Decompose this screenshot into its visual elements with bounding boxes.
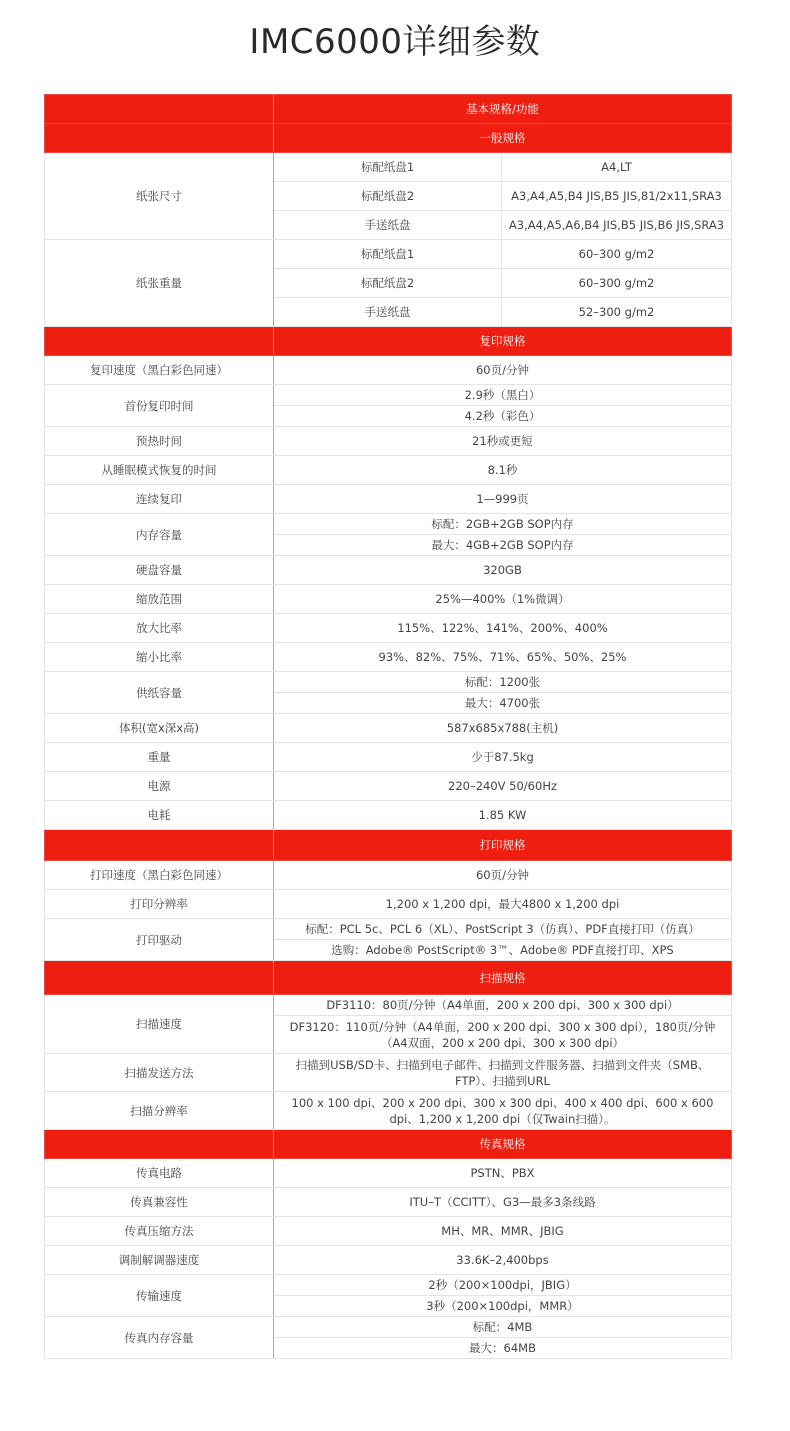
section-title: 打印规格 [274, 830, 732, 861]
section-header-copy [45, 327, 732, 356]
table-row [45, 861, 732, 890]
sub-label: 手送纸盘 [274, 298, 502, 327]
section-title: 复印规格 [274, 327, 732, 356]
row-label: 传真电路 [45, 1159, 274, 1188]
row-value: 587x685x788(主机) [274, 714, 732, 743]
table-row [45, 995, 732, 1016]
table-row [45, 743, 732, 772]
row-value: 最大：4700张 [274, 693, 732, 714]
row-value: 320GB [274, 556, 732, 585]
table-row [45, 556, 732, 585]
table-row [45, 672, 732, 693]
section-header-general [45, 124, 732, 153]
table-row [45, 153, 732, 182]
row-value: ITU–T（CCITT）、G3—最多3条线路 [274, 1188, 732, 1217]
row-label: 纸张重量 [45, 240, 274, 327]
row-label: 体积(宽x深x高) [45, 714, 274, 743]
table-row [45, 1246, 732, 1275]
row-value: 标配：PCL 5c、PCL 6（XL）、PostScript 3（仿真）、PDF直接打印（仿真） [274, 919, 732, 940]
row-label: 缩小比率 [45, 643, 274, 672]
table-row [45, 514, 732, 535]
table-row [45, 456, 732, 485]
row-label: 硬盘容量 [45, 556, 274, 585]
row-value: 扫描到USB/SD卡、扫描到电子邮件、扫描到文件服务器、扫描到文件夹（SMB、FTP）、扫描到URL [274, 1054, 732, 1092]
sub-label: 标配纸盘1 [274, 153, 502, 182]
section-title: 扫描规格 [274, 961, 732, 995]
row-value: DF3110：80页/分钟（A4单面，200 x 200 dpi、300 x 300 dpi） [274, 995, 732, 1016]
page-title: IMC6000详细参数 [249, 22, 541, 62]
row-value: DF3120：110页/分钟（A4单面，200 x 200 dpi、300 x 300 dpi），180页/分钟（A4双面，200 x 200 dpi、300 x 300 dpi） [274, 1016, 732, 1054]
table-row [45, 585, 732, 614]
table-row [45, 614, 732, 643]
row-value: MH、MR、MMR、JBIG [274, 1217, 732, 1246]
row-value: 标配：4MB [274, 1317, 732, 1338]
row-label: 缩放范围 [45, 585, 274, 614]
table-row [45, 1092, 732, 1130]
table-row [45, 1054, 732, 1092]
row-label: 传真压缩方法 [45, 1217, 274, 1246]
table-row [45, 356, 732, 385]
row-value: 60–300 g/m2 [502, 269, 732, 298]
row-label: 扫描发送方法 [45, 1054, 274, 1092]
row-label: 扫描速度 [45, 995, 274, 1054]
row-label: 首份复印时间 [45, 385, 274, 427]
row-value: 60–300 g/m2 [502, 240, 732, 269]
row-label: 连续复印 [45, 485, 274, 514]
table-row [45, 240, 732, 269]
row-value: 1.85 KW [274, 801, 732, 830]
sub-label: 标配纸盘2 [274, 182, 502, 211]
row-value: 220–240V 50/60Hz [274, 772, 732, 801]
row-label: 传真兼容性 [45, 1188, 274, 1217]
row-value: 60页/分钟 [274, 861, 732, 890]
row-value: 3秒（200×100dpi，MMR） [274, 1296, 732, 1317]
row-value: 21秒或更短 [274, 427, 732, 456]
row-label: 扫描分辨率 [45, 1092, 274, 1130]
row-label: 预热时间 [45, 427, 274, 456]
table-row [45, 801, 732, 830]
row-label: 打印速度（黑白彩色同速） [45, 861, 274, 890]
table-row [45, 427, 732, 456]
row-value: 标配：1200张 [274, 672, 732, 693]
row-label: 放大比率 [45, 614, 274, 643]
table-row [45, 1217, 732, 1246]
row-label: 重量 [45, 743, 274, 772]
row-value: 1—999页 [274, 485, 732, 514]
row-value: 选购：Adobe® PostScript® 3™、Adobe® PDF直接打印、XPS [274, 940, 732, 961]
row-value: 少于87.5kg [274, 743, 732, 772]
row-label: 从睡眠模式恢复的时间 [45, 456, 274, 485]
table-row [45, 1188, 732, 1217]
row-value: PSTN、PBX [274, 1159, 732, 1188]
table-row [45, 1159, 732, 1188]
section-header-fax [45, 1130, 732, 1159]
table-row [45, 919, 732, 940]
section-title: 基本规格/功能 [274, 95, 732, 124]
row-value: 52–300 g/m2 [502, 298, 732, 327]
row-value: 8.1秒 [274, 456, 732, 485]
row-label: 电耗 [45, 801, 274, 830]
table-row [45, 1275, 732, 1296]
table-row [45, 643, 732, 672]
row-value: 最大：4GB+2GB SOP内存 [274, 535, 732, 556]
section-title: 传真规格 [274, 1130, 732, 1159]
sub-label: 标配纸盘2 [274, 269, 502, 298]
row-label: 打印驱动 [45, 919, 274, 961]
row-value: 33.6K–2,400bps [274, 1246, 732, 1275]
row-value: 115%、122%、141%、200%、400% [274, 614, 732, 643]
section-header-scan [45, 961, 732, 995]
row-label: 内存容量 [45, 514, 274, 556]
row-value: 2秒（200×100dpi，JBIG） [274, 1275, 732, 1296]
row-label: 纸张尺寸 [45, 153, 274, 240]
row-value: 93%、82%、75%、71%、65%、50%、25% [274, 643, 732, 672]
table-row [45, 714, 732, 743]
row-value: 4.2秒（彩色） [274, 406, 732, 427]
row-label: 打印分辨率 [45, 890, 274, 919]
table-row [45, 485, 732, 514]
row-value: 1,200 x 1,200 dpi，最大4800 x 1,200 dpi [274, 890, 732, 919]
row-value: 100 x 100 dpi、200 x 200 dpi、300 x 300 dpi、400 x 400 dpi、600 x 600 dpi、1,200 x 1,200 dpi（仅Twain扫描）。 [274, 1092, 732, 1130]
row-label: 复印速度（黑白彩色同速） [45, 356, 274, 385]
table-row [45, 1317, 732, 1338]
section-header-basic [45, 95, 732, 124]
row-value: A3,A4,A5,A6,B4 JIS,B5 JIS,B6 JIS,SRA3 [502, 211, 732, 240]
row-value: A3,A4,A5,B4 JIS,B5 JIS,81/2x11,SRA3 [502, 182, 732, 211]
row-value: 最大：64MB [274, 1338, 732, 1359]
sub-label: 手送纸盘 [274, 211, 502, 240]
row-label: 供纸容量 [45, 672, 274, 714]
row-value: 2.9秒（黑白） [274, 385, 732, 406]
row-label: 调制解调器速度 [45, 1246, 274, 1275]
row-value: 25%—400%（1%微调） [274, 585, 732, 614]
spec-table [44, 94, 732, 1359]
row-value: A4,LT [502, 153, 732, 182]
section-header-print [45, 830, 732, 861]
section-title: 一般规格 [274, 124, 732, 153]
row-value: 标配：2GB+2GB SOP内存 [274, 514, 732, 535]
row-label: 电源 [45, 772, 274, 801]
row-label: 传真内存容量 [45, 1317, 274, 1359]
row-value: 60页/分钟 [274, 356, 732, 385]
row-label: 传输速度 [45, 1275, 274, 1317]
sub-label: 标配纸盘1 [274, 240, 502, 269]
table-row [45, 890, 732, 919]
table-row [45, 385, 732, 406]
table-row [45, 772, 732, 801]
